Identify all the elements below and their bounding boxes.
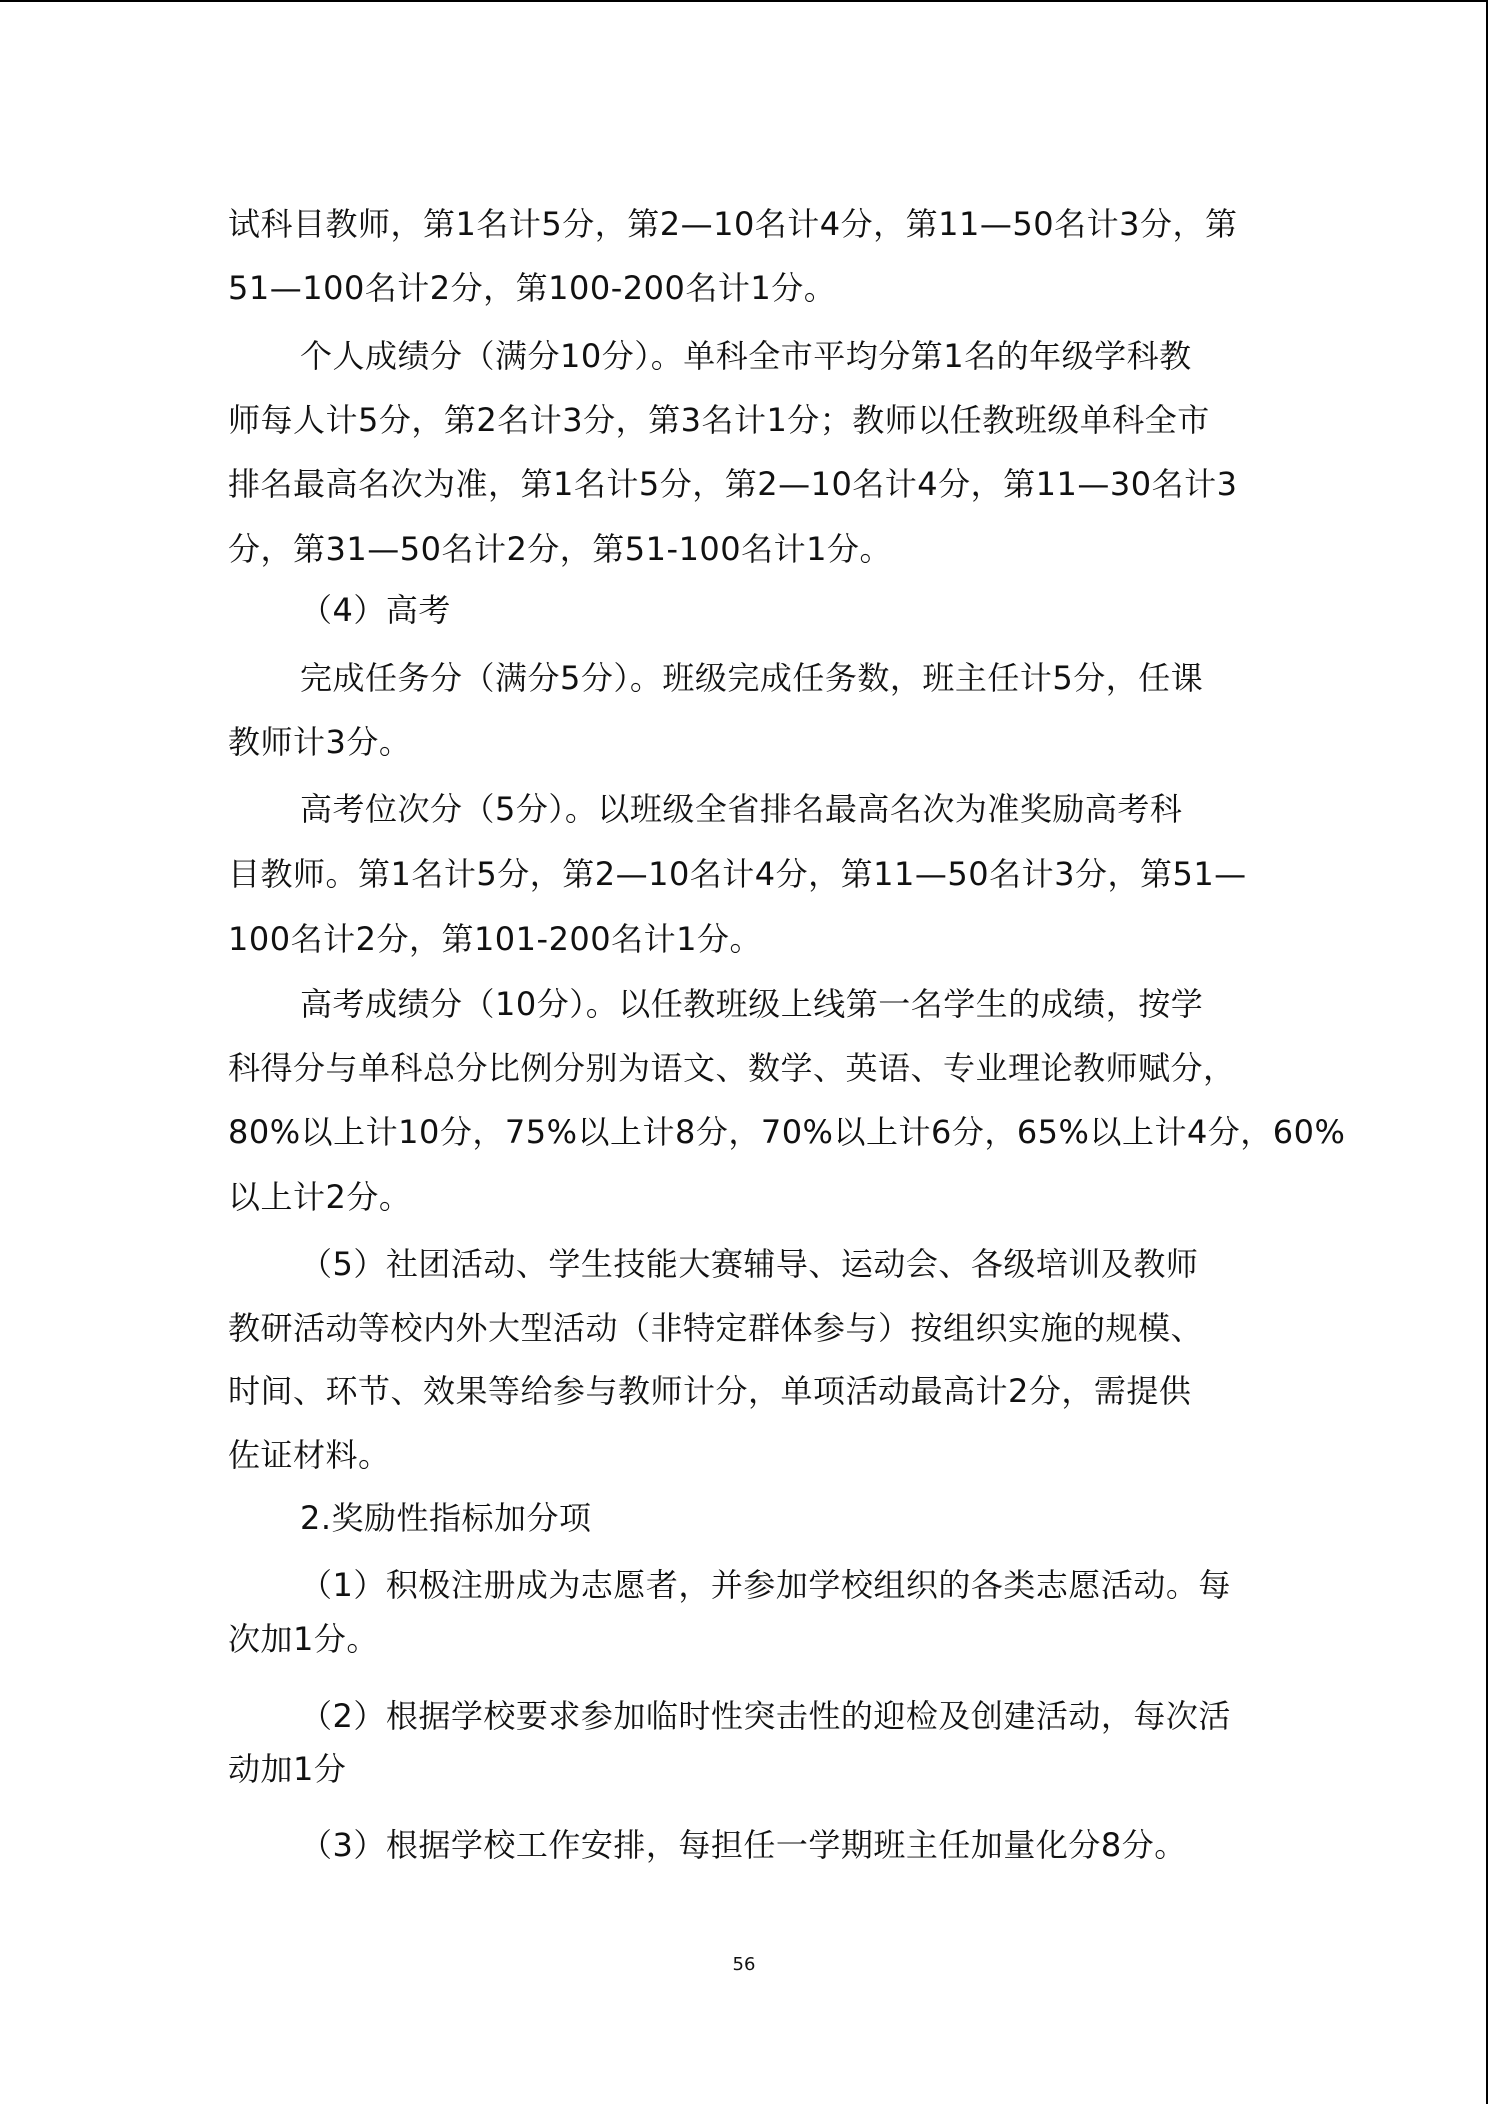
- text-line-16: 以上计2分。: [228, 1178, 412, 1216]
- text-line-26: （3）根据学校工作安排，每担任一学期班主任加量化分8分。: [300, 1826, 1187, 1864]
- text-line-2: 51—100名计2分，第100-200名计1分。: [228, 269, 837, 307]
- text-line-23: 次加1分。: [228, 1620, 379, 1658]
- text-line-24: （2）根据学校要求参加临时性突击性的迎检及创建活动，每次活: [300, 1697, 1231, 1735]
- text-line-12: 100名计2分，第101-200名计1分。: [228, 920, 763, 958]
- text-line-25: 动加1分: [228, 1750, 347, 1788]
- text-line-22: （1）积极注册成为志愿者，并参加学校组织的各类志愿活动。每: [300, 1566, 1231, 1604]
- text-line-19: 时间、环节、效果等给参与教师计分，单项活动最高计2分，需提供: [228, 1372, 1192, 1410]
- text-line-7: （4）高考: [300, 591, 451, 629]
- text-line-6: 分，第31—50名计2分，第51-100名计1分。: [228, 530, 893, 568]
- text-line-3: 个人成绩分（满分10分）。单科全市平均分第1名的年级学科教: [300, 337, 1192, 375]
- text-line-10: 高考位次分（5分）。以班级全省排名最高名次为准奖励高考科: [300, 790, 1183, 828]
- text-line-11: 目教师。第1名计5分，第2—10名计4分，第11—50名计3分，第51—: [228, 855, 1247, 893]
- text-line-1: 试科目教师，第1名计5分，第2—10名计4分，第11—50名计3分，第: [228, 205, 1238, 243]
- text-line-13: 高考成绩分（10分）。以任教班级上线第一名学生的成绩，按学: [300, 985, 1204, 1023]
- text-line-4: 师每人计5分，第2名计3分，第3名计1分；教师以任教班级单科全市: [228, 401, 1210, 439]
- text-line-20: 佐证材料。: [228, 1436, 391, 1474]
- text-line-8: 完成任务分（满分5分）。班级完成任务数，班主任计5分，任课: [300, 659, 1204, 697]
- text-line-14: 科得分与单科总分比例分别为语文、数学、英语、专业理论教师赋分，: [228, 1049, 1236, 1087]
- text-line-5: 排名最高名次为准，第1名计5分，第2—10名计4分，第11—30名计3: [228, 465, 1238, 503]
- text-line-9: 教师计3分。: [228, 723, 412, 761]
- page-number: 56: [732, 1954, 756, 1975]
- text-line-15: 80%以上计10分，75%以上计8分，70%以上计6分，65%以上计4分，60%: [228, 1113, 1346, 1151]
- text-line-17: （5）社团活动、学生技能大赛辅导、运动会、各级培训及教师: [300, 1245, 1199, 1283]
- text-line-21: 2.奖励性指标加分项: [300, 1499, 592, 1537]
- text-line-18: 教研活动等校内外大型活动（非特定群体参与）按组织实施的规模、: [228, 1309, 1204, 1347]
